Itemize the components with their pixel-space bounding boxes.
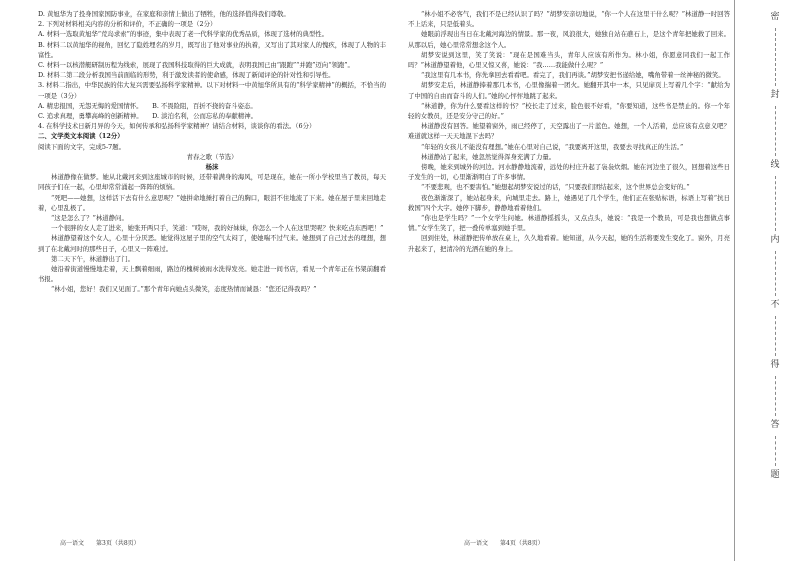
paragraph: 第二天下午，林道静出了门。	[51, 254, 135, 263]
seal-char: 不	[770, 300, 780, 310]
paragraph: C. 材料一以核潜艇研制历程为线索，展现了我国科技取得的巨大成就，表明我国已由“跟跑”“并跑”迈向“领跑”。	[38, 61, 354, 70]
paragraph: 林道静望着这个女人，心里十分厌恶。她觉得这屋子里的空气太闷了，使她喘不过气来。她想到了自己过去的理想，想到了在北戴河时的那些日子，心里又一阵难过。	[38, 234, 386, 253]
binding-seal-strip	[734, 0, 794, 561]
seal-char: 题	[770, 470, 780, 480]
left-page-footer: 高一语文 第3页（共8页）	[60, 540, 140, 547]
paragraph: 回到住处，林道静把传单放在桌上，久久地看着。她知道，从今天起，她的生活将要发生变化了。窗外，月亮升起来了，把清冷的光洒在她的身上。	[408, 234, 730, 253]
seal-dashed-line	[775, 436, 776, 466]
paragraph: A. 精忠报国，无怨无悔的爱国情怀。 B. 不畏险阻，百折不挠的奋斗姿态。	[38, 101, 257, 110]
paragraph: B. 材料二以黄旭华的视角，回忆了隐姓埋名的岁月，既写出了他对事业的执着，又写出了其对家人的愧疚，体现了人物的丰富性。	[38, 40, 386, 59]
seal-dashed-line	[775, 251, 776, 296]
paragraph: 青春之歌（节选）	[186, 152, 238, 161]
paragraph: 胡梦安说到这里，笑了笑说：“现在是国难当头，青年人应该有所作为。林小姐，你愿意同我们一起工作吗？”林道静望着他，心里又惊又喜，她说：“我……我能做什么呢？”	[408, 50, 730, 70]
paragraph: 杨沫	[205, 163, 219, 172]
paragraph: 她沿着街道慢慢地走着，天上飘着细雨，路边的槐树被雨水洗得发亮。她走进一间书店，看见一个青年正在书架前翻看书报。	[38, 265, 386, 284]
paragraph: C. 追求真理，勇攀高峰的创新精神。 D. 淡泊名利，公而忘私的奉献精神。	[38, 112, 257, 121]
paragraph: 2. 下列对材料相关内容的分析和评价，不正确的一项是（2分）	[38, 20, 217, 29]
seal-dashed-line	[775, 376, 776, 416]
seal-char: 答	[770, 420, 780, 430]
right-text-column	[408, 9, 730, 254]
paragraph: 3. 材料二指出，中华民族的伟大复兴需要弘扬科学家精神。以下对材料一中黄旭华所具有的“科学家精神”的概括，不恰当的一项是（3分）	[38, 81, 386, 100]
right-page-footer: 高一语文 第4页（共8页）	[464, 540, 544, 547]
paragraph: 一个很胖的女人走了进来，她张开两只手，笑道：“哎呀，我的好妹妹，你怎么一个人在这里哭呢？快来吃点东西吧！”	[51, 224, 384, 233]
seal-char: 线	[770, 160, 780, 170]
paragraph: 阅读下面的文字，完成5-7题。	[38, 142, 125, 151]
paragraph: 林道静没有回答。她望着窗外，雨已经停了，天空露出了一片蓝色。她想，一个人活着，总应该有点意义吧？难道就这样一天天地混下去吗？	[408, 122, 730, 141]
exam-page-left	[0, 0, 394, 561]
paragraph: D. 黄旭华为了投身国家国防事业，在家庭和亲情上做出了牺牲，他的选择值得我们尊敬。	[38, 10, 290, 18]
seal-dashed-line	[775, 176, 776, 231]
paragraph: “年轻的女孩儿不能没有理想。”她在心里对自己说，“我要离开这里，我要去寻找真正的生活。”	[421, 142, 684, 151]
paragraph: 她眼前浮现出当日在北戴河海边的情景。那一夜，风浪很大，她独自站在礁石上，是这个青年把她救了回来。从那以后，她心里常常想念这个人。	[408, 30, 730, 49]
seal-char: 内	[770, 235, 780, 245]
paragraph: “林小姐不必客气，我们不是已经认识了吗？”胡梦安亲切地说，“你一个人在这里干什么呢？”林道静一时回答不上话来，只是低着头。	[408, 10, 730, 29]
paragraph: 夜色渐渐深了，她站起身来，向城里走去。路上，她遇见了几个学生，他们正在张贴标语，标语上写着“抗日救国”四个大字。她停下脚步，静静地看着他们。	[408, 193, 730, 212]
seal-char: 密	[770, 12, 780, 22]
paragraph: “林道静，你为什么要看这样的书？”校长走了过来，脸色很不好看，“你要知道，这些书是禁止的。你一个年轻的女教员，还是安分守己的好。”	[408, 101, 730, 121]
paragraph: 4. 在科学技术日新月异的今天，如何传承和弘扬科学家精神？请结合材料，谈谈你的看法。（6分）	[38, 122, 316, 131]
paragraph: “我这里有几本书，你先拿回去看看吧。看完了，我们再谈。”胡梦安把书递给她，嘴角带着一丝神秘的微笑。	[421, 71, 725, 80]
seal-char: 得	[770, 360, 780, 370]
paragraph: “你也是学生吗？”一个女学生问她。林道静摇摇头，又点点头，她说：“我是一个教员，可是我也想做点事情。”女学生笑了，把一叠传单塞到她手里。	[408, 214, 730, 233]
seal-dashed-line	[775, 106, 776, 156]
paragraph: A. 材料一选取黄旭华“荒岛求索”的事迹，集中表现了老一代科学家的优秀品质，体现了选材的典型性。	[38, 30, 329, 39]
paragraph: “这是怎么了？”林道静问。	[51, 214, 128, 223]
paragraph: 林道静像在做梦。她从北戴河来到这座城市的时候，还带着满身的海风，可是现在，她在一所小学校里当了教员，每天同孩子们在一起，心里却常常涌起一阵阵的烦恼。	[38, 173, 386, 192]
paragraph: “不要悲观，也不要害怕。”她想起胡梦安说过的话，“只要我们团结起来，这个世界总会变好的。”	[421, 183, 690, 192]
seal-dashed-line	[775, 28, 776, 86]
paragraph: 傍晚，她来到城外的河边。河水静静地流着，远处的村庄升起了袅袅炊烟。她在河边坐了很久，回想着这些日子发生的一切，心里渐渐明白了许多事情。	[408, 163, 730, 182]
paragraph: “死吧——她想，这样活下去有什么意思呢？”她拼命地捶打着自己的胸口，眼泪不住地流了下来。她在屋子里来回地走着，心里乱极了。	[38, 193, 386, 212]
paragraph: 胡梦安走后，林道静捧着那几本书，心里像揣着一团火。她翻开其中一本，只见扉页上写着几个字：“献给为了中国的自由而奋斗的人们。”她的心怦怦地跳了起来。	[408, 81, 730, 100]
seal-char: 封	[770, 90, 780, 100]
seal-dashed-line	[775, 316, 776, 356]
left-text-column	[38, 9, 386, 295]
paragraph: 二、文学类文本阅读（12分）	[38, 132, 124, 141]
paragraph: “林小姐，您好！我们又见面了。”那个青年向她点头微笑，态度热情而诚恳：“您还记得我吗？”	[51, 285, 317, 294]
paragraph: D. 材料二第二段分析我国当前面临的形势，利于激发读者的使命感，体现了新闻评论的针对性和引导性。	[38, 71, 335, 80]
paragraph: 林道静站了起来，她忽然觉得浑身充满了力量。	[421, 152, 556, 161]
exam-page-right	[394, 0, 734, 561]
